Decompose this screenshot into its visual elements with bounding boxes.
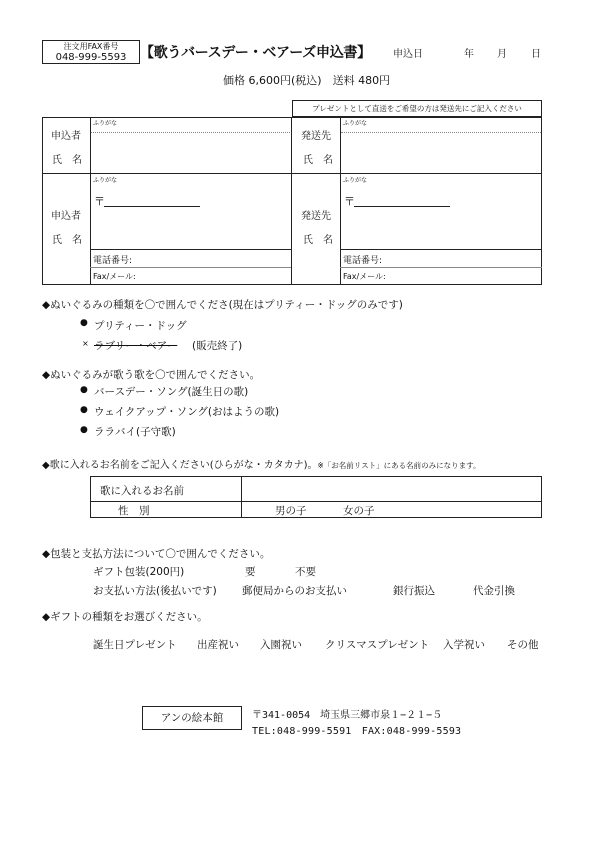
- furigana-label: ふりがな: [343, 177, 368, 184]
- ship-to-label: 発送先: [301, 131, 331, 142]
- gift-option[interactable]: 出産祝い: [197, 639, 239, 651]
- applicant-label: 申込者: [51, 131, 81, 142]
- section-title-gift-type: ◆ギフトの種類をお選びください。: [42, 611, 208, 623]
- divider: [90, 267, 291, 268]
- gift-option[interactable]: 誕生日プレゼント: [93, 639, 177, 651]
- name-label: 氏 名: [52, 155, 82, 166]
- divider: [42, 173, 542, 174]
- song-name-label: 歌に入れるお名前: [100, 485, 184, 497]
- shop-address: 〒341-0054 埼玉県三郷市泉１−２１−５: [252, 710, 443, 721]
- fax-mail-field[interactable]: [390, 269, 540, 284]
- shop-name-box: [142, 706, 242, 730]
- postal-code-field[interactable]: [354, 192, 450, 207]
- name-label: 氏 名: [52, 235, 82, 246]
- shop-name: アンの絵本館: [160, 712, 224, 724]
- fax-mail-label: Fax/メール:: [93, 272, 136, 281]
- fax-label: 注文用FAX番号: [63, 42, 119, 51]
- gift-option[interactable]: クリスマスプレゼント: [325, 639, 430, 651]
- fax-mail-label: Fax/メール:: [343, 272, 386, 281]
- gift-wrap-yes[interactable]: 要: [245, 566, 256, 578]
- payment-cod[interactable]: 代金引換: [473, 585, 515, 597]
- apply-date-label: 申込日: [393, 49, 423, 60]
- divider: [241, 476, 242, 518]
- payment-bank[interactable]: 銀行振込: [393, 585, 435, 597]
- section-title-name: ◆歌に入れるお名前をご記入ください(ひらがな・カタカナ)。※「お名前リスト」にある名前のみになります。: [42, 460, 481, 471]
- phone-field[interactable]: [145, 251, 289, 266]
- postal-code-field[interactable]: [104, 192, 200, 207]
- gender-boy[interactable]: 男の子: [275, 505, 307, 517]
- name-label: 氏 名: [303, 235, 333, 246]
- day-label: 日: [531, 49, 541, 60]
- gender-label: 性 別: [118, 505, 150, 517]
- ship-to-label: 発送先: [301, 211, 331, 222]
- gift-option[interactable]: 入学祝い: [443, 639, 485, 651]
- song-option[interactable]: ララバイ(子守歌): [94, 426, 176, 438]
- payment-postal[interactable]: 郵便局からのお支払い: [242, 585, 347, 597]
- fax-mail-field[interactable]: [140, 269, 289, 284]
- month-label: 月: [497, 49, 507, 60]
- furigana-label: ふりがな: [343, 120, 368, 127]
- divider: [291, 117, 292, 285]
- shop-contact: TEL:048-999-5591 FAX:048-999-5593: [252, 726, 462, 737]
- bullet-icon: ●: [80, 425, 88, 435]
- form-title: 【歌うバースデー・ベアーズ申込書】: [140, 45, 371, 61]
- divider: [340, 117, 341, 285]
- applicant-name-field[interactable]: [92, 134, 289, 171]
- song-name-field[interactable]: [243, 478, 540, 500]
- furigana-label: ふりがな: [93, 177, 118, 184]
- year-label: 年: [464, 49, 474, 60]
- section-title-plush-type: ◆ぬいぐるみの種類を〇で囲んでくださ(現在はプリティー・ドッグのみです): [42, 299, 403, 311]
- bullet-icon: ●: [80, 405, 88, 415]
- divider: [340, 267, 542, 268]
- divider: [91, 132, 290, 133]
- gift-option[interactable]: その他: [507, 639, 539, 651]
- name-label: 氏 名: [303, 155, 333, 166]
- fax-number: 048-999-5593: [55, 52, 127, 63]
- section-title-wrap-pay: ◆包装と支払方法について〇で囲んでください。: [42, 548, 271, 560]
- furigana-label: ふりがな: [93, 120, 118, 127]
- fax-number-box: [42, 40, 140, 64]
- section-title-song: ◆ぬいぐるみが歌う歌を〇で囲んでください。: [42, 369, 261, 381]
- phone-label: 電話番号:: [343, 256, 383, 266]
- gift-wrap-no[interactable]: 不要: [295, 566, 316, 578]
- song-option[interactable]: バースデー・ソング(誕生日の歌): [94, 386, 249, 398]
- bullet-icon: ●: [80, 385, 88, 395]
- divider: [90, 501, 542, 502]
- bullet-icon: ●: [80, 318, 88, 328]
- divider: [90, 117, 91, 285]
- divider: [90, 249, 291, 250]
- phone-label: 電話番号:: [93, 256, 133, 266]
- discontinued-note: (販売終了): [192, 340, 243, 352]
- postal-mark: 〒: [344, 195, 355, 208]
- applicant-label: 申込者: [51, 211, 81, 222]
- gift-note: プレゼントとして直送をご希望の方は発送先にご記入ください: [292, 100, 542, 117]
- phone-field[interactable]: [395, 251, 540, 266]
- divider: [340, 249, 542, 250]
- gender-girl[interactable]: 女の子: [343, 505, 375, 517]
- postal-mark: 〒: [94, 195, 105, 208]
- gift-wrap-label: ギフト包装(200円): [93, 566, 185, 578]
- unavailable-mark: ×: [82, 339, 89, 348]
- option-lovely-bear: ラブリー・ベアー: [94, 340, 178, 352]
- option-pretty-dog[interactable]: プリティー・ドッグ: [94, 320, 187, 332]
- divider: [341, 132, 541, 133]
- gift-option[interactable]: 入園祝い: [260, 639, 302, 651]
- payment-label: お支払い方法(後払いです): [93, 585, 217, 597]
- ship-to-name-field[interactable]: [342, 134, 540, 171]
- price-line: 価格 6,600円(税込) 送料 480円: [223, 74, 391, 87]
- song-option[interactable]: ウェイクアップ・ソング(おはようの歌): [94, 406, 280, 418]
